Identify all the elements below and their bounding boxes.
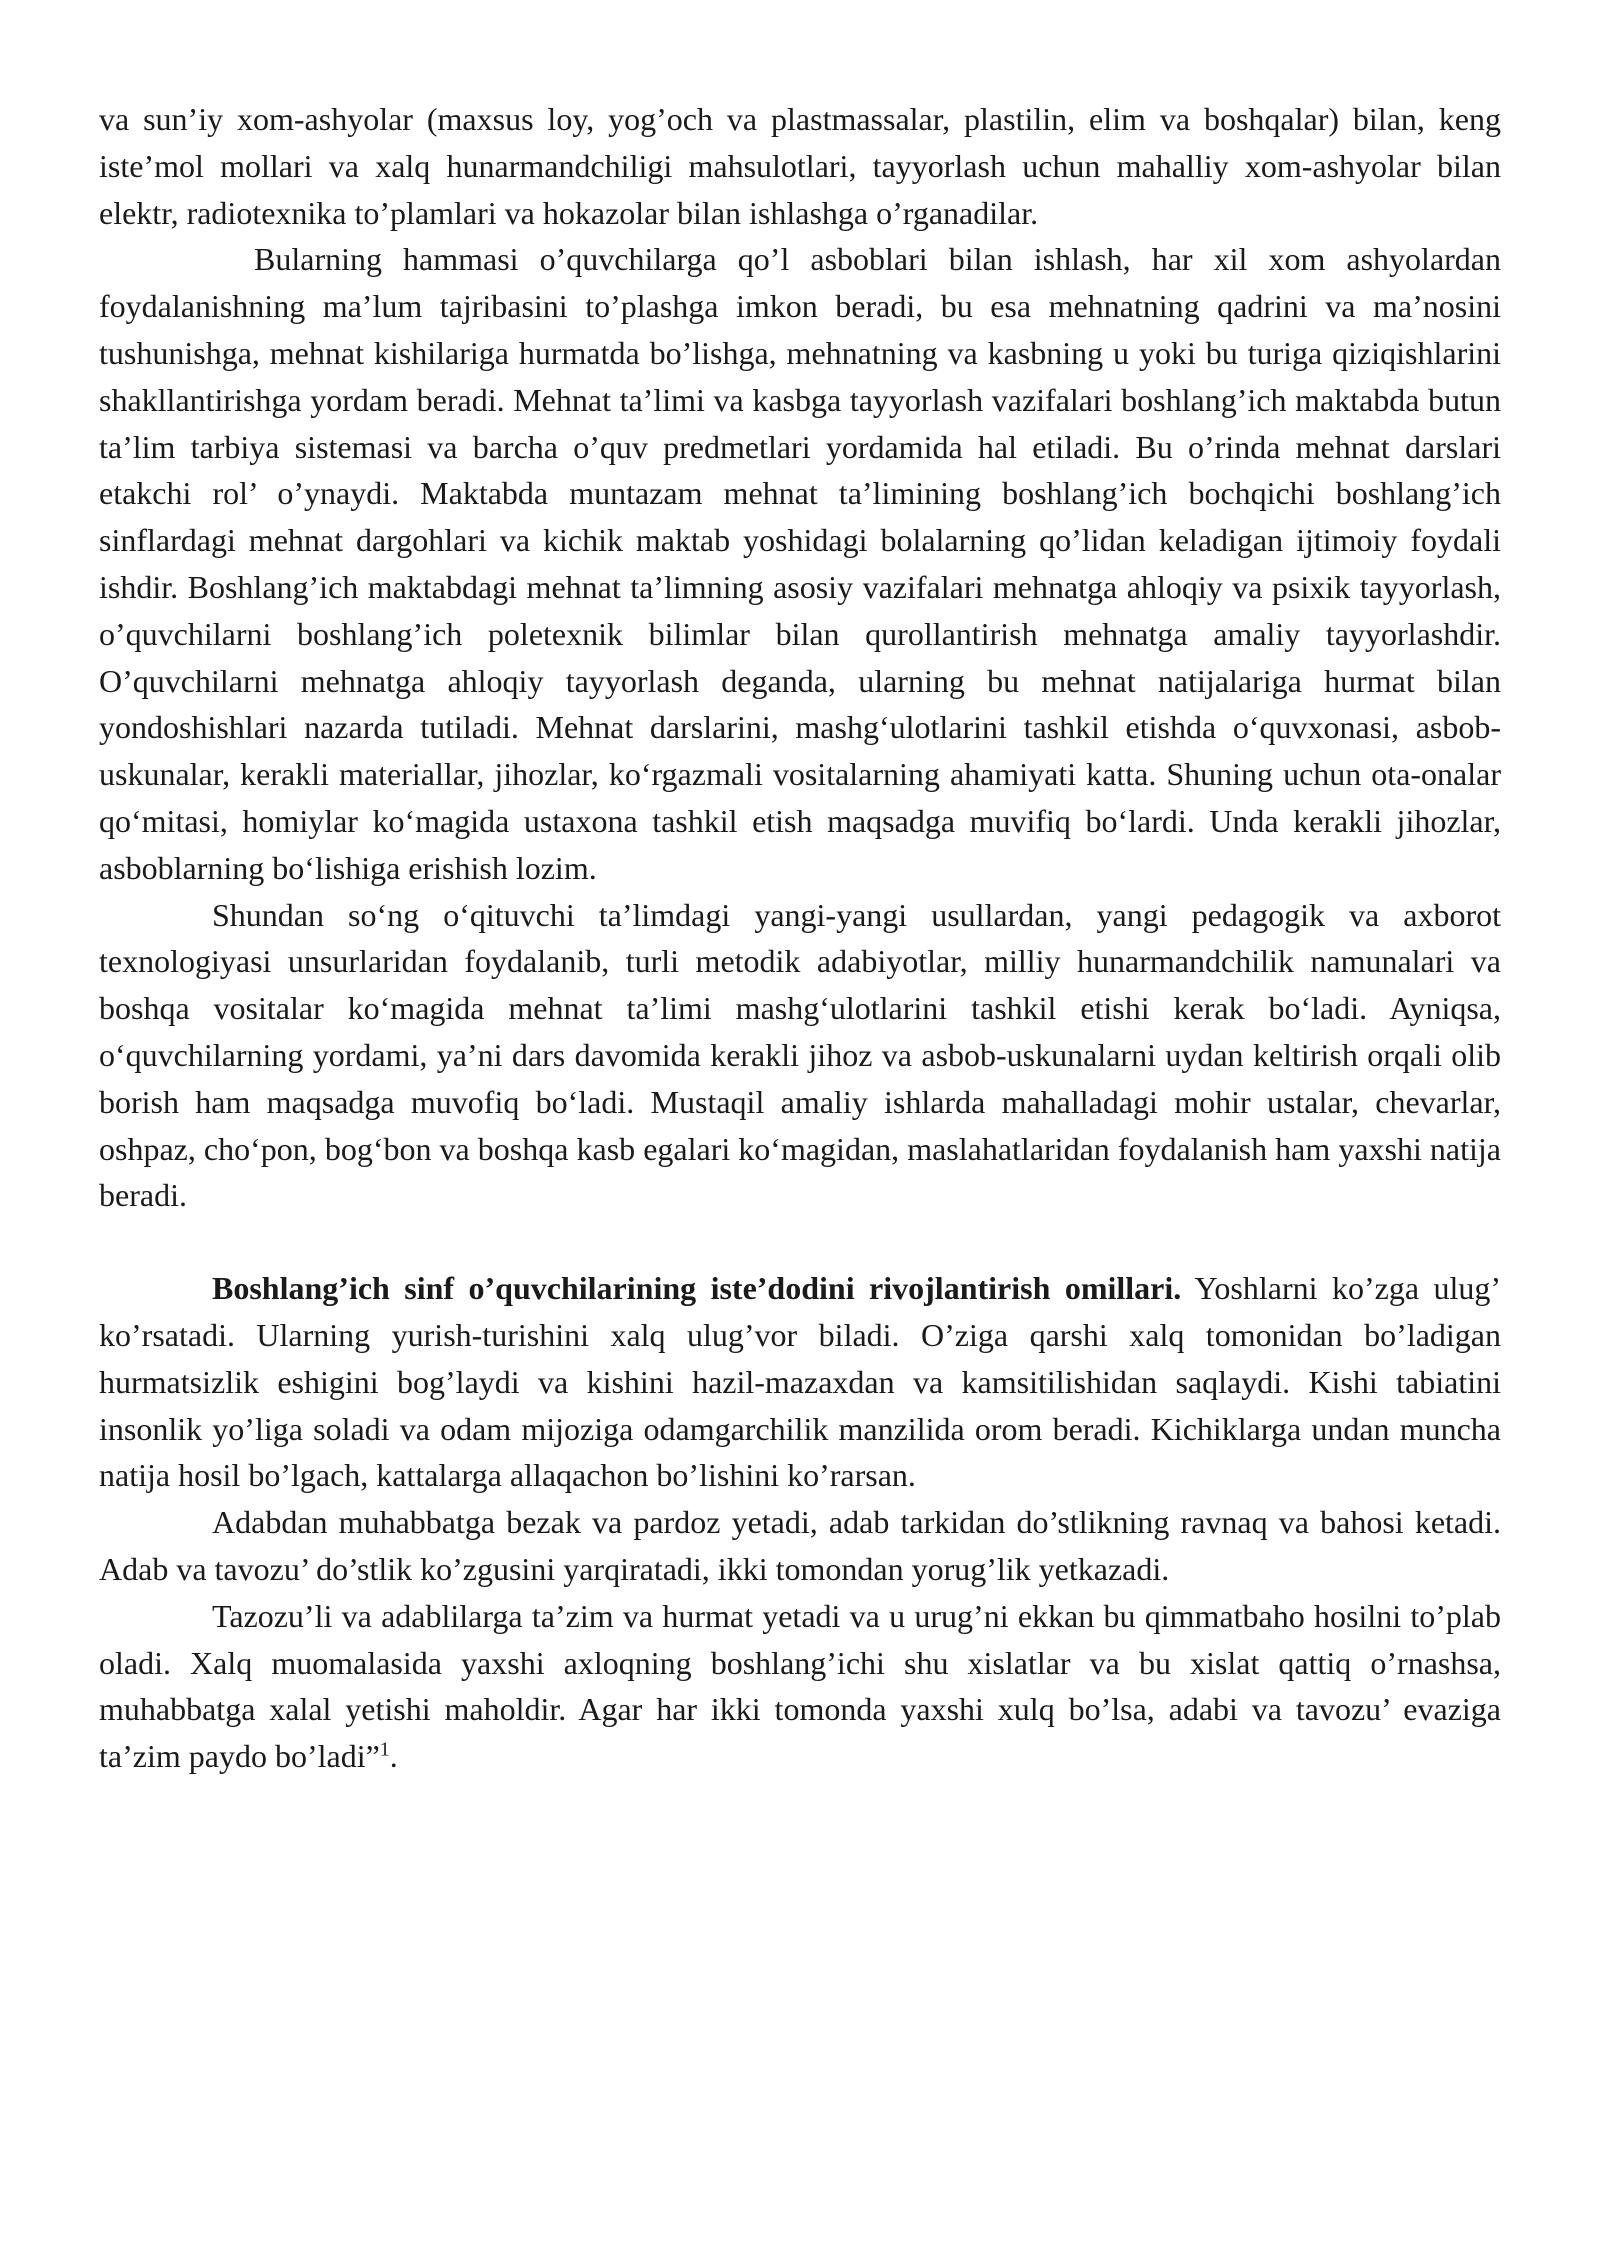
paragraph-6 — [99, 1593, 1501, 1780]
paragraph-3 — [99, 892, 1501, 1220]
paragraph-2 — [99, 236, 1501, 891]
paragraph-6-tail: . — [389, 1738, 398, 1775]
section-heading: Boshlang’ich sinf o’quvchilarining iste’dodini rivojlantirish omillari. — [212, 1270, 1182, 1307]
footnote-marker[interactable]: 1 — [379, 1738, 390, 1761]
paragraph-spacer — [99, 1219, 1501, 1265]
paragraph-6-text: Tazozu’li va adablilarga ta’zim va hurmat yetadi va u urug’ni ekkan bu qimmatbaho hosilni to’plab oladi. Xalq muomalasida yaxshi axloqning boshlang’ichi shu xislatlar va bu xislat qattiq o’rnashsa, muhabbatga xalal yetishi maholdir. Agar har ikki tomonda yaxshi xulq bo’lsa, adabi va tavozu’ evaziga ta’zim paydo bo’ladi” — [99, 1597, 1501, 1775]
paragraph-5-text: Adabdan muhabbatga bezak va pardoz yetadi, adab tarkidan do’stlikning ravnaq va bahosi ketadi. Adab va tavozu’ do’stlik ko’zgusini yarqiratadi, ikki tomondan yorug’lik yetkazadi. — [99, 1504, 1501, 1587]
paragraph-1 — [99, 96, 1501, 236]
paragraph-5 — [99, 1499, 1501, 1593]
paragraph-4 — [99, 1265, 1501, 1499]
paragraph-2-text: Bularning hammasi o’quvchilarga qo’l asboblari bilan ishlash, har xil xom ashyolardan foydalanishning ma’lum tajribasini to’plashga imkon beradi, bu esa mehnatning qadrini va ma’nosini tushunishga, mehnat kishilariga hurmatda bo’lishga, mehnatning va kasbning u yoki bu turiga qiziqishlarini shakllantirishga yordam beradi. Mehnat ta’limi va kasbga tayyorlash vazifalari boshlang’ich maktabda butun ta’lim tarbiya sistemasi va barcha o’quv predmetlari yordamida hal etiladi. Bu o’rinda mehnat darslari etakchi rol’ o’ynaydi. Maktabda muntazam mehnat ta’limining boshlang’ich bochqichi boshlang’ich sinflardagi mehnat dargohlari va kichik maktab yoshidagi bolalarning qo’lidan keladigan ijtimoiy foydali ishdir. Boshlang’ich maktabdagi mehnat ta’limning asosiy vazifalari mehnatga ahloqiy va psixik tayyorlash, o’quvchilarni boshlang’ich poletexnik bilimlar bilan qurollantirish mehnatga amaliy tayyorlashdir. O’quvchilarni mehnatga ahloqiy tayyorlash deganda, ularning bu mehnat natijalariga hurmat bilan yondoshishlari nazarda tutiladi. Mehnat darslarini, mashg‘ulotlarini tashkil etishda o‘quvxonasi, asbob-uskunalar, kerakli materiallar, jihozlar, ko‘rgazmali vositalarning ahamiyati katta. Shuning uchun ota-onalar qo‘mitasi, homiylar ko‘magida ustaxona tashkil etish maqsadga muvifiq bo‘lardi. Unda kerakli jihozlar, asboblarning bo‘lishiga erishish lozim. — [99, 241, 1501, 886]
paragraph-3-text: Shundan so‘ng o‘qituvchi ta’limdagi yangi-yangi usullardan, yangi pedagogik va axborot texnologiyasi unsurlaridan foydalanib, turli metodik adabiyotlar, milliy hunarmandchilik namunalari va boshqa vositalar ko‘magida mehnat ta’limi mashg‘ulotlarini tashkil etishi kerak bo‘ladi. Ayniqsa, o‘quvchilarning yordami, ya’ni dars davomida kerakli jihoz va asbob-uskunalarni uydan keltirish orqali olib borish ham maqsadga muvofiq bo‘ladi. Mustaqil amaliy ishlarda mahalladagi mohir ustalar, chevarlar, oshpaz, cho‘pon, bog‘bon va boshqa kasb egalari ko‘magidan, maslahatlaridan foydalanish ham yaxshi natija beradi. — [99, 896, 1501, 1214]
paragraph-4-text: Yoshlarni ko’zga ulug’ ko’rsatadi. Ularning yurish-turishini xalq ulug’vor biladi. O’ziga qarshi xalq tomonidan bo’ladigan hurmatsizlik eshigini bog’laydi va kishini hazil-mazaxdan va kamsitilishidan saqlaydi. Kishi tabiatini insonlik yo’liga soladi va odam mijoziga odamgarchilik manzilida orom beradi. Kichiklarga undan muncha natija hosil bo’lgach, kattalarga allaqachon bo’lishini ko’rarsan. — [99, 1270, 1502, 1494]
paragraph-1-text: va sun’iy xom-ashyolar (maxsus loy, yog’och va plastmassalar, plastilin, elim va boshqalar) bilan, keng iste’mol mollari va xalq hunarmandchiligi mahsulotlari, tayyorlash uchun mahalliy xom-ashyolar bilan elektr, radiotexnika to’plamlari va hokazolar bilan ishlashga o’rganadilar. — [99, 101, 1501, 231]
